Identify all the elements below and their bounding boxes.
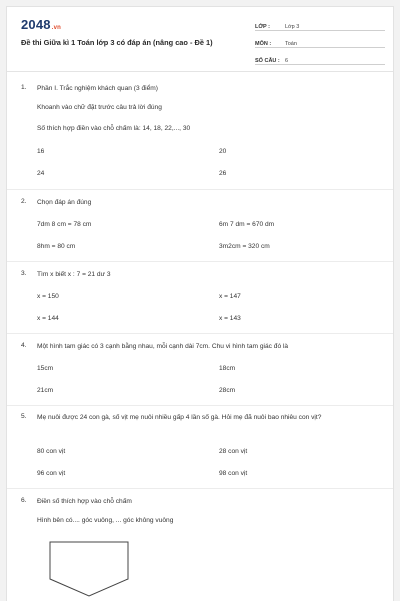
exam-page [6,6,394,601]
answer-option[interactable]: 98 con vịt [219,470,248,477]
answer-option[interactable]: 21cm [37,387,54,394]
answer-option[interactable]: x = 143 [219,315,241,322]
header-divider [7,71,393,72]
meta-key: LỚP : [255,24,270,30]
question-number: 3. [21,270,27,277]
answer-option[interactable]: x = 147 [219,293,241,300]
instruction-line: Hình bên có.... góc vuông, ... góc không vuông [37,517,174,524]
answer-option[interactable]: 96 con vịt [37,470,66,477]
answer-option[interactable]: x = 144 [37,315,59,322]
question-divider [7,333,393,334]
meta-subject [255,36,385,48]
pentagon-figure [49,541,129,597]
answer-option[interactable]: 16 [37,148,45,155]
meta-value: 6 [285,58,289,64]
answer-option[interactable]: 18cm [219,365,236,372]
answer-option[interactable]: 6m 7 dm = 670 dm [219,221,275,228]
question-text: Một hình tam giác có 3 cạnh bằng nhau, mỗi cạnh dài 7cm. Chu vi hình tam giác đó là [37,343,289,350]
question-divider [7,405,393,406]
answer-option[interactable]: 26 [219,170,227,177]
meta-question-count [255,53,385,65]
answer-option[interactable]: 3m2cm = 320 cm [219,243,270,250]
answer-option[interactable]: 24 [37,170,45,177]
question-text: Tìm x biết x : 7 = 21 dư 3 [37,271,111,278]
question-number: 4. [21,342,27,349]
question-number: 1. [21,84,27,91]
meta-value: Lớp 3 [285,24,300,30]
answer-option[interactable]: 28 con vịt [219,448,248,455]
question-divider [7,189,393,190]
answer-option[interactable]: 15cm [37,365,54,372]
question-text: Phần I. Trắc nghiệm khách quan (3 điểm) [37,85,158,92]
site-logo[interactable] [21,17,61,32]
meta-class [255,19,385,31]
instruction-line: Khoanh vào chữ đặt trước câu trả lời đúng [37,104,162,111]
brand-name: 2048 [21,17,51,32]
question-divider [7,488,393,489]
question-divider [7,261,393,262]
question-number: 5. [21,413,27,420]
answer-option[interactable]: 28cm [219,387,236,394]
answer-option[interactable]: 7dm 8 cm = 78 cm [37,221,92,228]
exam-title: Đề thi Giữa kì 1 Toán lớp 3 có đáp án (nâng cao - Đề 1) [21,38,213,47]
question-number: 6. [21,497,27,504]
meta-value: Toán [285,41,297,47]
answer-option[interactable]: x = 150 [37,293,59,300]
answer-option[interactable]: 80 con vịt [37,448,66,455]
question-text: Mẹ nuôi được 24 con gà, số vịt mẹ nuôi nhiều gấp 4 lần số gà. Hỏi mẹ đã nuôi bao nhiêu con vịt? [37,414,322,421]
question-text: Chọn đáp án đúng [37,199,92,206]
meta-key: MÔN : [255,41,272,47]
brand-suffix: .vn [51,25,62,31]
meta-key: SỐ CÂU : [255,58,280,64]
exam-meta [255,19,385,70]
question-text: Điền số thích hợp vào chỗ chấm [37,498,132,505]
answer-option[interactable]: 8hm = 80 cm [37,243,76,250]
instruction-line: Số thích hợp điền vào chỗ chấm là: 14, 18, 22,..., 30 [37,125,191,132]
answer-option[interactable]: 20 [219,148,227,155]
question-number: 2. [21,198,27,205]
